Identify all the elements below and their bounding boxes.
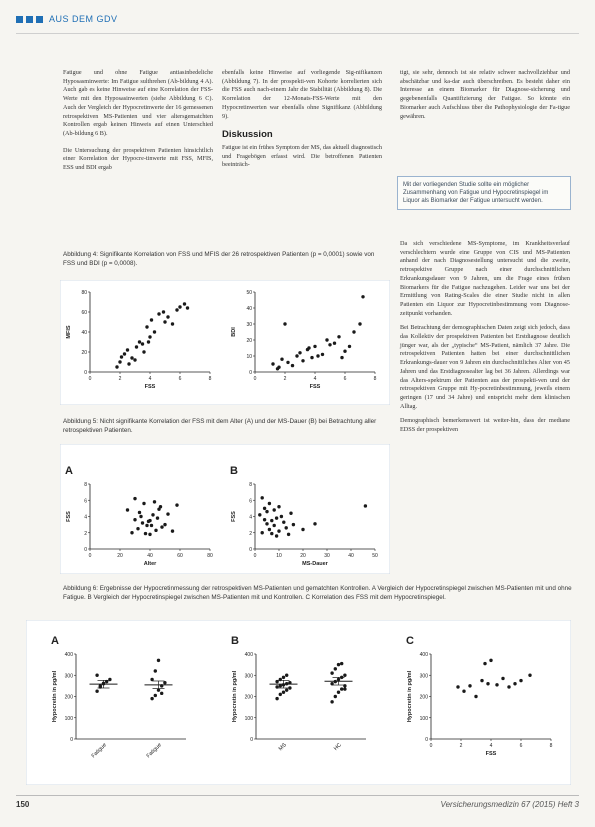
header-divider — [16, 33, 579, 34]
data-point — [154, 669, 157, 672]
data-point — [462, 689, 465, 692]
paragraph: Die Untersuchung der prospektiven Patienten hinsichtlich einer Korrelation der Hypocre-tinwerte mit FSS, MFIS, ESS und BDI ergab — [63, 146, 213, 172]
data-point — [183, 302, 186, 305]
data-point — [95, 689, 98, 692]
x-tick-label: 6 — [178, 376, 182, 382]
data-point — [285, 688, 288, 691]
data-point — [153, 500, 156, 503]
data-point — [337, 335, 340, 338]
data-point — [163, 320, 166, 323]
data-point — [162, 310, 165, 313]
data-point — [186, 306, 189, 309]
footer-divider — [16, 795, 579, 796]
x-tick-label: 20 — [117, 553, 123, 559]
data-point — [495, 683, 498, 686]
data-point — [298, 351, 301, 354]
data-point — [138, 511, 141, 514]
y-axis-label: MFIS — [66, 325, 72, 339]
y-tick-label: 400 — [64, 652, 73, 658]
data-point — [136, 527, 139, 530]
data-point — [313, 345, 316, 348]
y-tick-label: 0 — [249, 547, 252, 553]
x-tick-label: Fatigue — [145, 742, 163, 760]
x-tick-label: Fatigue — [90, 742, 108, 760]
data-point — [258, 513, 261, 516]
data-point — [352, 330, 355, 333]
x-tick-label: 8 — [549, 743, 553, 749]
data-point — [277, 529, 280, 532]
data-point — [157, 659, 160, 662]
data-point — [127, 362, 130, 365]
x-tick-label: MS — [277, 742, 288, 753]
x-axis-label: FSS — [309, 384, 321, 390]
panel-label: B — [230, 465, 238, 477]
data-point — [340, 356, 343, 359]
x-tick-label: 0 — [88, 553, 92, 559]
data-point — [291, 364, 294, 367]
x-tick-label: 30 — [324, 553, 330, 559]
y-tick-label: 20 — [81, 350, 87, 356]
y-tick-label: 8 — [249, 482, 252, 488]
y-tick-label: 0 — [84, 547, 87, 553]
section-heading: Diskussion — [222, 129, 273, 141]
data-point — [310, 356, 313, 359]
x-tick-label: 6 — [519, 743, 523, 749]
data-point — [489, 659, 492, 662]
y-axis-label: FSS — [231, 511, 237, 522]
x-tick-label: 50 — [372, 553, 378, 559]
paragraph: Fatigue und ohne Fatigue antiasinbedeliche Hyposasminwerte: Im Fatigue sulthrehen (Ab-bildung 4 A). Auch gab es keine Hinweise auf eine Korrelation der FSS-Werte mit den Hyposasinwerten (siehe Abbildung 6 C). Auch der Vergleich der Hypocretinwerte der 16 gemessenen retrospektiven MS-Patienten und vier altersgematchten Kontrollen ergab keinen Hinweis auf einen Unterschied (Ab-bildung 6 B). — [63, 69, 213, 137]
y-tick-label: 200 — [64, 694, 73, 701]
y-tick-label: 100 — [419, 715, 428, 722]
data-point — [316, 354, 319, 357]
data-point — [123, 352, 126, 355]
data-point — [135, 345, 138, 348]
figure-5-caption: Abbildung 5: Nicht signifikante Korrelation der FSS mit dem Alter (A) und der MS-Dauer (B) bei Betrachtung aller retrospektiven Patienten. — [63, 418, 377, 434]
data-point — [328, 343, 331, 346]
data-point — [330, 700, 333, 703]
data-point — [175, 308, 178, 311]
data-point — [325, 338, 328, 341]
data-point — [283, 322, 286, 325]
data-point — [118, 360, 121, 363]
page-number: 150 — [16, 800, 30, 809]
x-tick-label: 40 — [348, 553, 354, 559]
data-point — [361, 295, 364, 298]
text-column-2 — [222, 69, 382, 173]
data-point — [126, 348, 129, 351]
data-point — [275, 534, 278, 537]
x-tick-label: 0 — [253, 376, 257, 382]
y-axis-label: BDI — [231, 327, 237, 337]
data-point — [133, 497, 136, 500]
data-point — [340, 687, 343, 690]
y-tick-label: 20 — [246, 338, 252, 344]
highlight-text: Mit der vorliegenden Studie sollte ein möglicher Zusammenhang von Fatigue und Hypocretinspiegel im Liquor als Biomarker der Fatigue untersucht werden. — [403, 182, 549, 204]
data-point — [154, 529, 157, 532]
data-point — [271, 362, 274, 365]
text-column-3-continued — [400, 240, 570, 438]
data-point — [142, 502, 145, 505]
y-axis-label: FSS — [66, 511, 72, 522]
panel-label: C — [406, 635, 414, 647]
y-tick-label: 200 — [419, 694, 428, 701]
paragraph: tigt, sie sehr, dennoch ist sie relativ schwer nachvollziehbar und abschätzbar und ka-dar auch überschreiben. Es besteht daher ein Interesse an einem Biomarker für Diagnose-sicherung und gegebenenfalls Quantifizierung der Fatigue. So könnte ein Biomarker auch Aufschluss über die Pathophysiologie der Fa-tigue gewähren. — [400, 69, 570, 120]
y-tick-label: 0 — [250, 737, 253, 743]
data-point — [151, 513, 154, 516]
data-point — [282, 520, 285, 523]
data-point — [147, 340, 150, 343]
data-point — [277, 505, 280, 508]
data-point — [519, 679, 522, 682]
y-tick-label: 50 — [246, 290, 252, 296]
figure-frame — [60, 444, 390, 574]
data-point — [279, 684, 282, 687]
x-tick-label: 20 — [300, 553, 306, 559]
data-point — [160, 692, 163, 695]
data-point — [130, 356, 133, 359]
x-tick-label: 4 — [148, 376, 152, 382]
y-tick-label: 300 — [64, 673, 73, 680]
text-column-3 — [400, 69, 570, 124]
data-point — [456, 685, 459, 688]
y-tick-label: 40 — [81, 330, 87, 336]
x-tick-label: HC — [333, 742, 343, 753]
section-label: AUS DEM GDV — [49, 14, 118, 24]
data-point — [120, 355, 123, 358]
data-point — [270, 519, 273, 522]
paragraph: ebenfalls keine Hinweise auf vorliegende Sig-nifikanzen (Abbildung 7). In der prospekti-ven Kohorte korrelierten sich die FSS auch nach-einem Jahr die Stabilität (Abbildung 8). Die Korrelation der 12-Monats-FSS-Werte mit den Hypocretinwerten war ebenfalls ohne Signifikanz (Abbildung 9). — [222, 69, 382, 120]
data-point — [178, 305, 181, 308]
data-point — [343, 674, 346, 677]
data-point — [301, 528, 304, 531]
header-square-icon — [16, 16, 23, 23]
y-tick-label: 100 — [244, 715, 253, 722]
data-point — [501, 677, 504, 680]
data-point — [486, 682, 489, 685]
x-axis-label: FSS — [485, 751, 497, 757]
data-point — [528, 674, 531, 677]
header-square-icon — [26, 16, 33, 23]
data-point — [142, 350, 145, 353]
y-tick-label: 4 — [249, 514, 252, 521]
data-point — [160, 525, 163, 528]
data-point — [275, 516, 278, 519]
data-point — [285, 674, 288, 677]
data-point — [277, 366, 280, 369]
y-tick-label: 0 — [425, 737, 428, 743]
figure-frame — [26, 620, 571, 785]
data-point — [133, 358, 136, 361]
y-axis-label: Hypocretin in pg/ml — [232, 670, 238, 723]
section-header — [16, 14, 118, 24]
data-point — [333, 342, 336, 345]
y-tick-label: 100 — [64, 715, 73, 722]
y-tick-label: 60 — [81, 310, 87, 316]
x-axis-label: Alter — [143, 561, 157, 567]
data-point — [474, 695, 477, 698]
figure-4 — [60, 280, 390, 405]
data-point — [480, 679, 483, 682]
x-tick-label: 2 — [283, 376, 287, 382]
data-point — [507, 685, 510, 688]
data-point — [280, 515, 283, 518]
paragraph: Fatigue ist ein frühes Symptom der MS, das aktuell diagnostisch und Fragebögen erfasst wird. Die betroffenen Patienten beeinträch- — [222, 143, 382, 169]
y-tick-label: 2 — [84, 530, 87, 537]
data-point — [133, 518, 136, 521]
panel-label: B — [231, 635, 239, 647]
data-point — [268, 528, 271, 531]
data-point — [330, 671, 333, 674]
data-point — [265, 522, 268, 525]
y-tick-label: 40 — [246, 306, 252, 312]
data-point — [175, 503, 178, 506]
y-axis-label: Hypocretin in pg/ml — [52, 670, 58, 723]
journal-reference: Versicherungsmedizin 67 (2015) Heft 3 — [440, 800, 579, 809]
data-point — [145, 524, 148, 527]
y-tick-label: 0 — [249, 370, 252, 376]
data-point — [286, 361, 289, 364]
data-point — [153, 330, 156, 333]
data-point — [483, 662, 486, 665]
data-point — [348, 345, 351, 348]
x-tick-label: 0 — [88, 376, 92, 382]
x-tick-label: 8 — [208, 376, 212, 382]
data-point — [307, 346, 310, 349]
data-point — [171, 529, 174, 532]
y-tick-label: 300 — [419, 673, 428, 680]
data-point — [321, 353, 324, 356]
y-tick-label: 400 — [244, 652, 253, 658]
data-point — [334, 667, 337, 670]
data-point — [263, 507, 266, 510]
data-point — [166, 315, 169, 318]
data-point — [364, 504, 367, 507]
data-point — [340, 662, 343, 665]
figure-4-caption: Abbildung 4: Signifikante Korrelation von FSS und MFIS der 26 retrospektiven Patienten (p = 0,0001) sowie von FSS und BDI (p = 0,0008). — [63, 251, 375, 267]
data-point — [358, 322, 361, 325]
x-tick-label: 40 — [147, 553, 153, 559]
data-point — [148, 533, 151, 536]
header-square-icon — [36, 16, 43, 23]
data-point — [285, 526, 288, 529]
data-point — [295, 354, 298, 357]
paragraph: Bei Betrachtung der demographischen Daten zeigt sich jedoch, dass das Kollektiv der prospektiven Patienten bei Erstdiagnose deutlich jünger war, als der „typische“ MS-Patient, nämlich 37 Jahre. Die retrospektiven Patienten hatten bei einer durchschnittlichen Erkrankungs-dauer von 9 Jahren ein durchschnittliches Alter von 45 Jahren und das Erstdiagnosealter lag bei 36 Jahren. Allerdings war das Alters-spektrum der Patienten aus der prospekti-ven und der retrospektiven Gruppe mit Hy-pocretinbestimmung, jeweils einem geringen (17 und 34 Jahre) und entspricht mehr dem klinischen Alltag. — [400, 324, 570, 410]
y-tick-label: 6 — [249, 498, 252, 505]
data-point — [166, 512, 169, 515]
figure-6 — [26, 620, 571, 785]
data-point — [159, 505, 162, 508]
data-point — [289, 512, 292, 515]
data-point — [141, 521, 144, 524]
x-tick-label: 8 — [373, 376, 377, 382]
y-tick-label: 0 — [70, 737, 73, 743]
data-point — [163, 523, 166, 526]
data-point — [261, 531, 264, 534]
data-point — [263, 518, 266, 521]
data-point — [148, 335, 151, 338]
data-point — [144, 532, 147, 535]
data-point — [268, 502, 271, 505]
data-point — [275, 697, 278, 700]
data-point — [150, 524, 153, 527]
data-point — [343, 350, 346, 353]
y-tick-label: 80 — [81, 290, 87, 296]
data-point — [334, 695, 337, 698]
x-tick-label: 60 — [177, 553, 183, 559]
y-tick-label: 6 — [84, 498, 87, 505]
data-point — [287, 533, 290, 536]
data-point — [279, 693, 282, 696]
data-point — [280, 358, 283, 361]
paragraph: Demographisch bemerkenswert ist weiter-hin, dass der mediane EDSS der prospektiven — [400, 417, 570, 434]
data-point — [150, 697, 153, 700]
data-point — [130, 531, 133, 534]
data-point — [282, 691, 285, 694]
data-point — [292, 523, 295, 526]
y-tick-label: 2 — [249, 530, 252, 537]
data-point — [468, 684, 471, 687]
data-point — [265, 510, 268, 513]
x-tick-label: 80 — [207, 553, 213, 559]
figure-5 — [60, 444, 390, 574]
data-point — [154, 694, 157, 697]
data-point — [126, 508, 129, 511]
text-column-1 — [63, 69, 213, 176]
data-point — [157, 312, 160, 315]
data-point — [273, 524, 276, 527]
x-tick-label: 0 — [253, 553, 257, 559]
data-point — [343, 687, 346, 690]
figure-frame — [60, 280, 390, 405]
y-tick-label: 200 — [244, 694, 253, 701]
figure-6-caption: Abbildung 6: Ergebnisse der Hypocretinmessung der retrospektiven MS-Patienten und gematchten Kontrollen. A Vergleich der Hypocretinspiegel zwischen MS-Patienten mit und ohne Fatigue. B Vergleich der Hypocretinspiegel zwischen MS-Patienten mit und Kontrollen. C Korrelation des FSS mit dem Hypocretinspiegel. — [63, 585, 572, 601]
y-tick-label: 10 — [246, 354, 252, 360]
data-point — [313, 522, 316, 525]
y-tick-label: 8 — [84, 482, 87, 488]
y-tick-label: 30 — [246, 322, 252, 328]
x-tick-label: 4 — [489, 743, 493, 749]
x-tick-label: 4 — [313, 376, 317, 382]
data-point — [150, 318, 153, 321]
y-tick-label: 300 — [244, 673, 253, 680]
data-point — [171, 322, 174, 325]
data-point — [337, 663, 340, 666]
x-axis-label: FSS — [144, 384, 156, 390]
x-axis-label: MS-Dauer — [302, 561, 328, 567]
paragraph: Da sich verschiedene MS-Symptome, im Krankheitsverlauf verschlechtern wurde eine Gruppe von CIS und MS-Patienten anhand der nach Diagnosestellung untersucht und die zweite, retrospektive Gruppe nach einer durchschnittlichen Erkrankungsdauer von 9 Jahren, um die Frage eines frühen Biomarkers für die Fatigue nachzugehen. Leider war uns bei der Ermittlung von Rating-Scales die einer Studie nicht in allen Patienten ein Liquor zur Hypocretinbestimmung vom Diagnose-zeitpunkt vorhanden. — [400, 240, 570, 317]
x-tick-label: 10 — [276, 553, 282, 559]
panel-label: A — [51, 635, 59, 647]
data-point — [95, 674, 98, 677]
data-point — [139, 515, 142, 518]
x-tick-label: 6 — [343, 376, 347, 382]
data-point — [301, 359, 304, 362]
data-point — [163, 681, 166, 684]
data-point — [513, 682, 516, 685]
data-point — [147, 520, 150, 523]
y-axis-label: Hypocretin in pg/ml — [407, 670, 413, 723]
x-tick-label: 2 — [459, 743, 463, 749]
data-point — [337, 691, 340, 694]
y-tick-label: 400 — [419, 652, 428, 658]
data-point — [145, 325, 148, 328]
data-point — [156, 516, 159, 519]
data-point — [115, 365, 118, 368]
data-point — [270, 532, 273, 535]
panel-label: A — [65, 465, 73, 477]
data-point — [282, 676, 285, 679]
data-point — [138, 340, 141, 343]
highlight-box — [397, 176, 571, 210]
x-tick-label: 2 — [118, 376, 122, 382]
data-point — [141, 342, 144, 345]
data-point — [273, 508, 276, 511]
y-tick-label: 4 — [84, 514, 87, 521]
x-tick-label: 0 — [429, 743, 433, 749]
data-point — [261, 496, 264, 499]
y-tick-label: 0 — [84, 370, 87, 376]
